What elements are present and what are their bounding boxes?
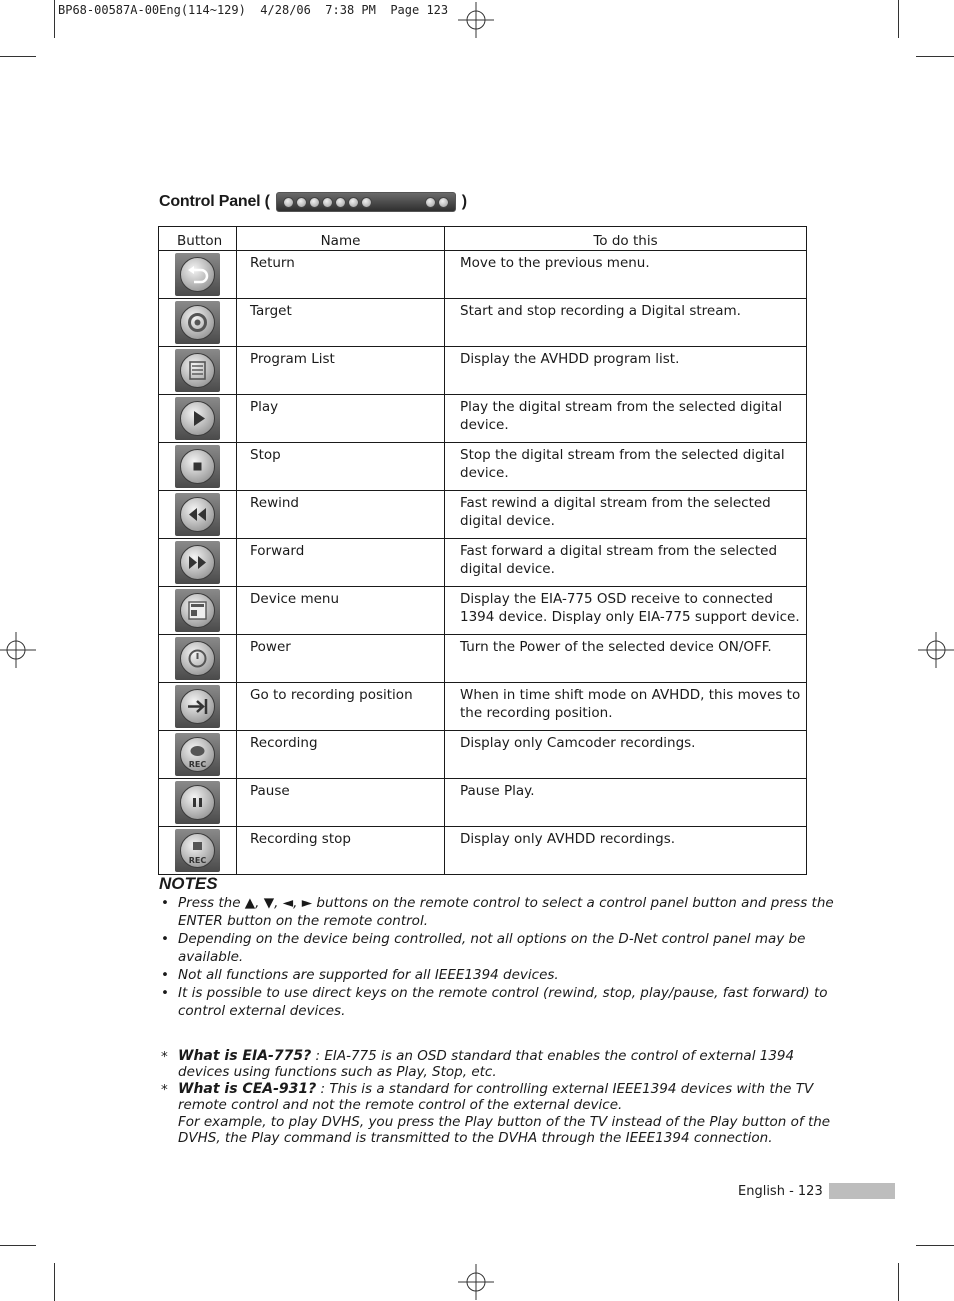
table-row — [159, 347, 807, 395]
notes-list — [159, 894, 859, 1020]
table-header-row — [159, 227, 807, 251]
table-row — [159, 299, 807, 347]
go-to-recording-position-icon — [175, 685, 220, 728]
button-description: Play the digital stream from the selected digital device. — [445, 395, 807, 443]
pause-icon — [175, 781, 220, 824]
button-description: Display only AVHDD recordings. — [445, 827, 807, 875]
table-row — [159, 635, 807, 683]
program-list-icon — [175, 349, 220, 392]
definition-cea-931 — [159, 1081, 849, 1113]
button-description: Fast rewind a digital stream from the selected digital device. — [445, 491, 807, 539]
control-panel-title-close: ) — [461, 193, 467, 210]
button-cell — [159, 827, 237, 875]
target-icon — [296, 197, 307, 208]
button-description: When in time shift mode on AVHDD, this moves to the recording position. — [445, 683, 807, 731]
table-row — [159, 587, 807, 635]
play-icon — [175, 397, 220, 440]
forward-icon — [175, 541, 220, 584]
program-list-icon — [309, 197, 320, 208]
note-item: • It is possible to use direct keys on the remote control (rewind, stop, play/pause, fast forward) to control external devices. — [159, 984, 859, 1020]
button-name: Recording — [237, 731, 445, 779]
footer-bar — [829, 1183, 895, 1199]
column-header-name: Name — [237, 227, 445, 251]
definition-term: What is EIA-775? — [178, 1048, 312, 1064]
page-number: English - 123 — [738, 1183, 823, 1199]
button-cell — [159, 251, 237, 299]
button-description: Display only Camcoder recordings. — [445, 731, 807, 779]
button-name: Play — [237, 395, 445, 443]
page-footer — [738, 1183, 895, 1199]
note-item: • Not all functions are supported for all IEEE1394 devices. — [159, 966, 859, 984]
crop-mark — [54, 0, 55, 38]
crop-mark — [898, 1263, 899, 1301]
button-name: Program List — [237, 347, 445, 395]
button-description: Pause Play. — [445, 779, 807, 827]
device-menu-icon — [175, 589, 220, 632]
stop-icon — [175, 445, 220, 488]
notes-title: NOTES — [159, 874, 218, 893]
button-description: Display the EIA-775 OSD receive to connected 1394 device. Display only EIA-775 support device. — [445, 587, 807, 635]
button-name: Recording stop — [237, 827, 445, 875]
button-cell — [159, 635, 237, 683]
button-name: Pause — [237, 779, 445, 827]
table-row — [159, 251, 807, 299]
button-description: Move to the previous menu. — [445, 251, 807, 299]
table-row — [159, 731, 807, 779]
control-panel-table — [158, 226, 807, 875]
asterisk: * — [161, 1082, 168, 1098]
button-name: Power — [237, 635, 445, 683]
table-row — [159, 683, 807, 731]
power-icon — [175, 637, 220, 680]
definitions — [159, 1048, 849, 1146]
pause-icon — [322, 197, 333, 208]
button-cell — [159, 443, 237, 491]
button-name: Rewind — [237, 491, 445, 539]
rec-label: REC — [188, 760, 207, 769]
crop-mark — [916, 56, 954, 57]
note-item: • Press the ▲, ▼, ◄, ► buttons on the remote control to select a control panel button and press the ENTER button on the remote control. — [159, 894, 859, 930]
table-row — [159, 491, 807, 539]
recording-icon — [175, 733, 220, 776]
return-icon — [283, 197, 294, 208]
note-item: • Depending on the device being controlled, not all options on the D-Net control panel may be available. — [159, 930, 859, 966]
button-description: Display the AVHDD program list. — [445, 347, 807, 395]
registration-mark — [458, 1264, 494, 1300]
button-cell — [159, 779, 237, 827]
device-menu-icon — [425, 197, 436, 208]
crop-mark — [898, 0, 899, 38]
definition-text: : This is a standard for controlling external IEEE1394 devices with the TV remote control and not the remote control of the external device. — [178, 1081, 814, 1113]
crop-mark — [916, 1245, 954, 1246]
button-name: Device menu — [237, 587, 445, 635]
button-cell — [159, 731, 237, 779]
return-icon — [175, 253, 220, 296]
table-row — [159, 827, 807, 875]
crop-mark — [0, 1245, 36, 1246]
button-description: Stop the digital stream from the selected digital device. — [445, 443, 807, 491]
control-panel-heading — [159, 192, 467, 212]
table-row — [159, 443, 807, 491]
table-row — [159, 779, 807, 827]
recording-stop-icon — [175, 829, 220, 872]
power-icon — [438, 197, 449, 208]
registration-mark — [0, 632, 36, 668]
button-cell — [159, 683, 237, 731]
crop-mark — [0, 56, 36, 57]
button-description: Start and stop recording a Digital stream. — [445, 299, 807, 347]
table-row — [159, 395, 807, 443]
button-name: Target — [237, 299, 445, 347]
column-header-button: Button — [159, 227, 237, 251]
asterisk: * — [161, 1049, 168, 1065]
button-cell — [159, 539, 237, 587]
button-cell — [159, 395, 237, 443]
definition-eia-775 — [159, 1048, 849, 1080]
target-icon — [175, 301, 220, 344]
button-name: Forward — [237, 539, 445, 587]
button-cell — [159, 587, 237, 635]
button-cell — [159, 347, 237, 395]
definition-text: : EIA-775 is an OSD standard that enables the control of external 1394 devices using functions such as Play, Stop, etc. — [178, 1048, 795, 1080]
button-name: Stop — [237, 443, 445, 491]
control-panel-title: Control Panel ( — [159, 193, 270, 210]
stop-icon — [335, 197, 346, 208]
button-name: Return — [237, 251, 445, 299]
rec-label: REC — [188, 856, 207, 865]
crop-mark — [54, 1263, 55, 1301]
column-header-action: To do this — [445, 227, 807, 251]
definition-term: What is CEA-931? — [178, 1081, 317, 1097]
print-slug: BP68-00587A-00Eng(114~129) 4/28/06 7:38 PM Page 123 — [58, 3, 449, 17]
definition-example: For example, to play DVHS, you press the Play button of the TV instead of the Play button of the DVHS, the Play command is transmitted to the DVHA through the IEEE1394 connection. — [178, 1114, 831, 1146]
button-name: Go to recording position — [237, 683, 445, 731]
button-description: Fast forward a digital stream from the selected digital device. — [445, 539, 807, 587]
button-description: Turn the Power of the selected device ON/OFF. — [445, 635, 807, 683]
rewind-icon — [175, 493, 220, 536]
forward-icon — [361, 197, 372, 208]
button-cell — [159, 299, 237, 347]
registration-mark — [458, 2, 494, 38]
table-row — [159, 539, 807, 587]
rewind-icon — [348, 197, 359, 208]
button-cell — [159, 491, 237, 539]
registration-mark — [918, 632, 954, 668]
control-panel-strip-image — [276, 192, 456, 212]
